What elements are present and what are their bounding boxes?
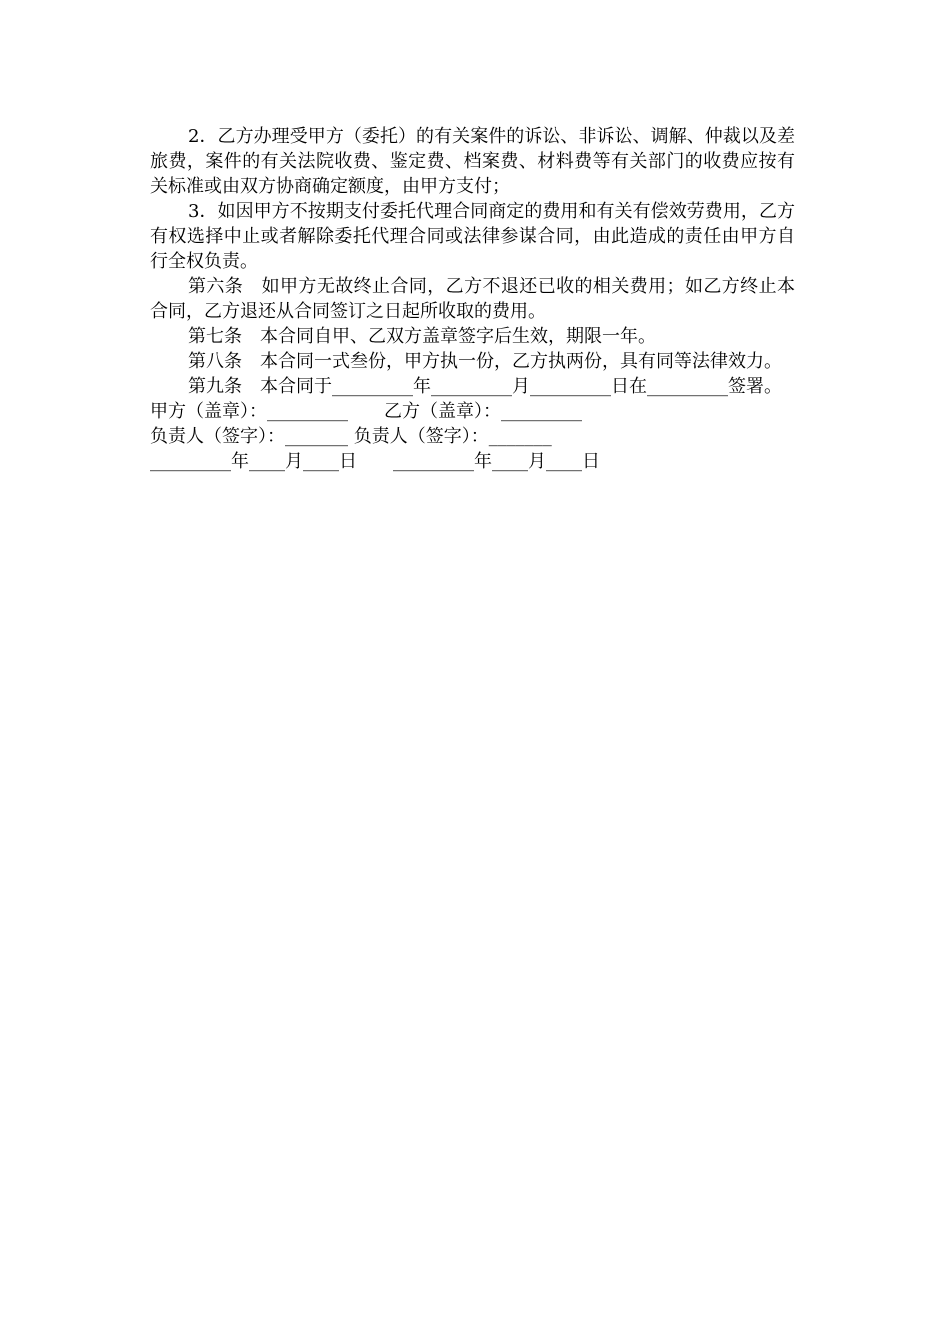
article-7-effective: 第七条 本合同自甲、乙双方盖章签字后生效，期限一年。 [188, 326, 656, 347]
article-9-signing: 第九条 本合同于_________年_________月_________日在_________签署。 [188, 376, 782, 397]
responsible-person-line: 负责人（签字）：_______ 负责人（签字）：_______ [150, 426, 552, 447]
article-8-copies: 第八条 本合同一式叁份，甲方执一份，乙方执两份，具有同等法律效力。 [188, 351, 782, 372]
article-6-termination: 第六条 如甲方无故终止合同，乙方不退还已收的相关费用；如乙方终止本合同，乙方退还从合同签订之日起所收取的费用。 [150, 276, 795, 322]
document-page [150, 124, 795, 474]
seal-line: 甲方（盖章）：_________ 乙方（盖章）：_________ [150, 401, 582, 422]
clause-3-nonpayment: 3．如因甲方不按期支付委托代理合同商定的费用和有关有偿效劳费用，乙方有权选择中止或者解除委托代理合同或法律参谋合同，由此造成的责任由甲方自行全权负责。 [150, 201, 795, 272]
date-line: _________年____月____日 _________年____月____日 [150, 451, 600, 472]
clause-2-expenses: 2．乙方办理受甲方（委托）的有关案件的诉讼、非诉讼、调解、仲裁以及差旅费，案件的有关法院收费、鉴定费、档案费、材料费等有关部门的收费应按有关标准或由双方协商确定额度，由甲方支付； [150, 126, 795, 197]
